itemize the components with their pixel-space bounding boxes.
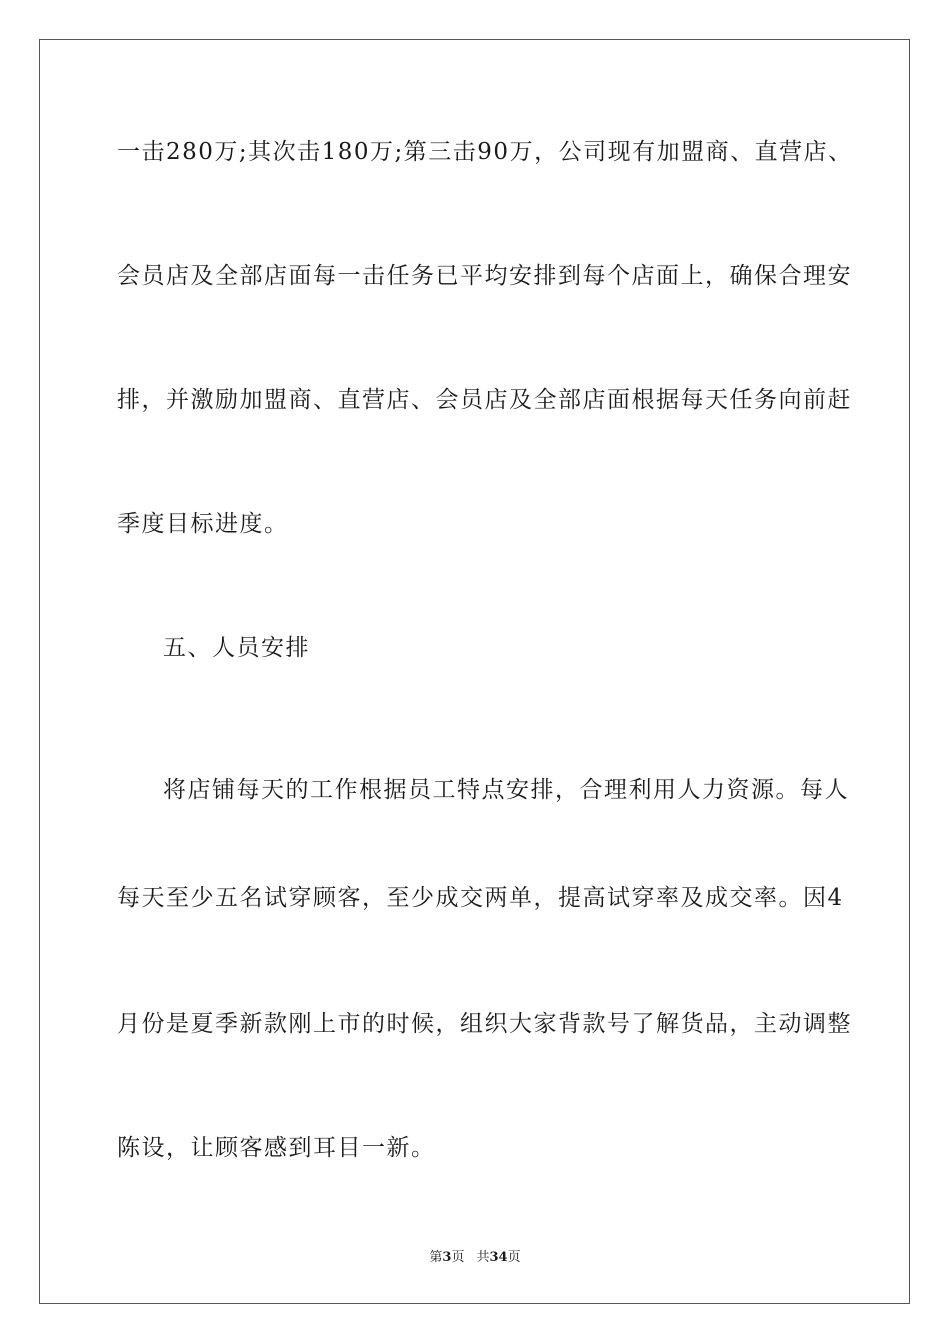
- total-prefix: 共: [476, 1250, 490, 1265]
- paragraph-line: 会员店及全部店面每一击任务已平均安排到每个店面上，确保合理安: [117, 263, 852, 289]
- paragraph-line: 一击280万;其次击180万;第三击90万，公司现有加盟商、直营店、: [117, 139, 853, 165]
- paragraph-line: 月份是夏季新款刚上市的时候，组织大家背款号了解货品，主动调整: [117, 1011, 852, 1037]
- page-prefix: 第: [429, 1250, 443, 1265]
- page-suffix: 页: [451, 1250, 465, 1265]
- paragraph-line: 排，并激励加盟商、直营店、会员店及全部店面根据每天任务向前赶: [117, 387, 852, 413]
- paragraph-line: 将店铺每天的工作根据员工特点安排，合理利用人力资源。每人: [163, 777, 849, 803]
- total-suffix: 页: [507, 1250, 521, 1265]
- section-heading: 五、人员安排: [163, 635, 310, 661]
- paragraph-line: 每天至少五名试穿顾客，至少成交两单，提高试穿率及成交率。因4: [117, 885, 844, 911]
- page-footer: [0, 1250, 950, 1266]
- paragraph-line: 陈设，让顾客感到耳目一新。: [117, 1135, 436, 1161]
- paragraph-line: 季度目标进度。: [117, 511, 289, 537]
- page-number: 3: [442, 1250, 452, 1265]
- page-frame: [39, 39, 910, 1304]
- total-pages: 34: [489, 1250, 508, 1265]
